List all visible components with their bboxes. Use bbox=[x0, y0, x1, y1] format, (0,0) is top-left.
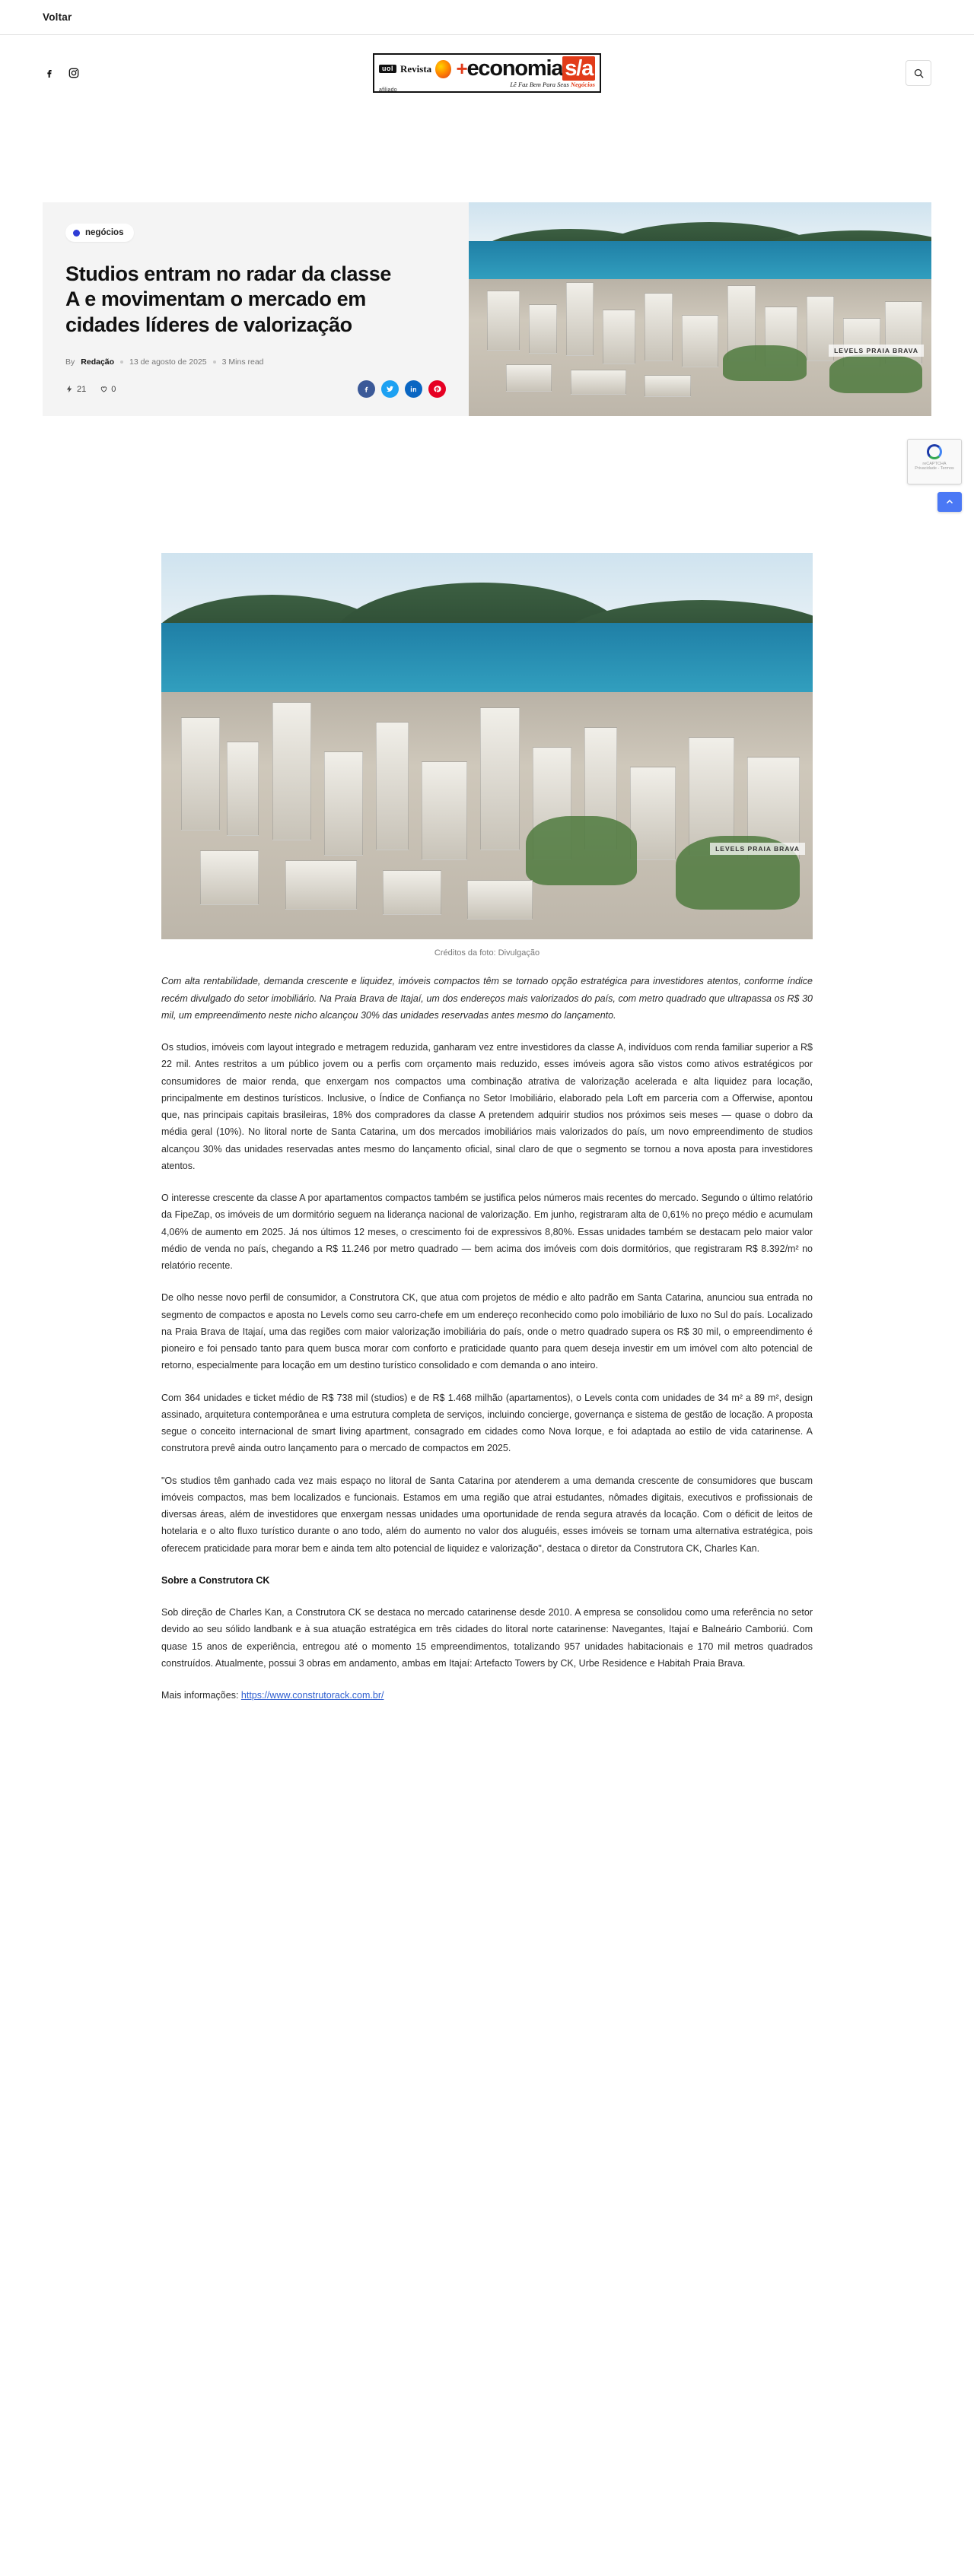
image-watermark: LEVELS PRAIA BRAVA bbox=[829, 345, 924, 357]
by-label: By bbox=[65, 357, 75, 367]
category-dot-icon bbox=[73, 230, 80, 237]
bolt-icon bbox=[65, 385, 74, 393]
twitter-icon bbox=[386, 385, 394, 393]
hero-card bbox=[43, 202, 931, 416]
uol-badge: uol bbox=[379, 65, 396, 73]
logo-word: economia bbox=[466, 56, 563, 81]
article-paragraph: "Os studios têm ganhado cada vez mais espaço no litoral de Santa Catarina por atenderem a uma demanda crescente de consumidores que buscam imóveis compactos, mas bem localizados e funcionais. Estamos em uma região que atrai estudantes, nômades digitais, executivos e profissionais de diversas áreas, além de investidores que enxergam nessas unidades uma oportunidade de renda segura através da locação. Com o déficit de leitos de hotelaria e o alto fluxo turístico durante o ano todo, além do aumento no valor dos aluguéis, esses imóveis se tornam uma alternativa estratégica, pois oferecem praticidade para morar bem e ainda tem alto potencial de liquidez e valorização", destaca o diretor da Construtora CK, Charles Kan. bbox=[161, 1475, 813, 1554]
back-to-top-button[interactable] bbox=[937, 492, 962, 512]
share-linkedin-button[interactable] bbox=[405, 380, 422, 398]
logo-affiliate-text: afiliado bbox=[379, 87, 397, 93]
back-link[interactable]: Voltar bbox=[43, 11, 72, 23]
views-count: 21 bbox=[77, 384, 87, 394]
article-image bbox=[161, 553, 813, 939]
top-bar bbox=[0, 0, 974, 35]
search-icon bbox=[913, 68, 925, 79]
site-logo[interactable] bbox=[373, 53, 601, 93]
article-figure bbox=[161, 553, 813, 958]
more-info-link[interactable]: https://www.construtorack.com.br/ bbox=[240, 1690, 384, 1701]
logo-sa: s/a bbox=[562, 56, 595, 81]
article-meta bbox=[65, 338, 446, 367]
logo-tagline-highlight: Negócios bbox=[570, 81, 595, 88]
logo-revista-text: Revista bbox=[400, 62, 432, 75]
hero-text-column bbox=[43, 202, 469, 416]
search-button[interactable] bbox=[906, 60, 931, 86]
article-paragraph: Com 364 unidades e ticket médio de R$ 738 mil (studios) e de R$ 1.468 milhão (apartamentos), o Levels conta com unidades de 34 m² a 89 m², design assinado, arquitetura contemporânea e uma estrutura completa de serviços, incluindo concierge, governança e sistema de gestão de locação. A proposta segue o conceito internacional de smart living apartment, consagrado em cidades como Nova Iorque, e foi adaptada ao estilo de vida catarinense. A construtora prevê ainda outro lançamento para o mercado de compactos em 2025. bbox=[161, 1392, 813, 1454]
chevron-up-icon bbox=[945, 497, 954, 507]
recaptcha-legal: Privacidade - Termos bbox=[915, 466, 954, 472]
read-time: 3 Mins read bbox=[221, 357, 264, 367]
image-caption: Créditos da foto: Divulgação bbox=[434, 948, 540, 958]
linkedin-icon bbox=[409, 385, 418, 393]
meta-separator-icon bbox=[213, 361, 216, 364]
share-pinterest-button[interactable] bbox=[428, 380, 446, 398]
recaptcha-icon bbox=[927, 444, 942, 459]
hero-section bbox=[0, 111, 974, 416]
article-paragraph: O interesse crescente da classe A por apartamentos compactos também se justifica pelos números mais recentes do mercado. Segundo o último relatório da FipeZap, os imóveis de um dormitório seguem na liderança nacional de valorização. Em junho, registraram alta de 0,61% no preço médio e acumulam 4,06% de aumento em 2025. Já nos últimos 12 meses, o crescimento foi de expressivos 8,80%. Essas unidades também se destacam pelo maior valor médio de venda no país, chegando a R$ 11.246 por metro quadrado — bem acima dos imóveis com dois dormitórios, que registraram R$ 8.392/m² no relatório recente. bbox=[161, 1193, 813, 1272]
likes-count: 0 bbox=[111, 384, 116, 394]
facebook-icon[interactable] bbox=[43, 66, 56, 80]
hero-actions bbox=[65, 380, 446, 398]
author-name[interactable]: Redação bbox=[81, 357, 115, 367]
meta-separator-icon bbox=[120, 361, 123, 364]
image-city bbox=[161, 692, 813, 939]
category-badge[interactable] bbox=[65, 224, 134, 242]
logo-tagline-text: Lẽ Faz Bem Para Seus bbox=[510, 81, 569, 88]
share-facebook-button[interactable] bbox=[358, 380, 375, 398]
social-links bbox=[43, 66, 81, 80]
article-body bbox=[161, 553, 813, 1749]
share-buttons bbox=[358, 380, 446, 398]
publish-date: 13 de agosto de 2025 bbox=[129, 357, 207, 367]
recaptcha-label: reCAPTCHA bbox=[922, 462, 947, 467]
page-title: Studios entram no radar da classe A e movimentam o mercado em cidades líderes de valorização bbox=[65, 262, 391, 336]
facebook-icon bbox=[362, 385, 371, 393]
article-paragraph: De olho nesse novo perfil de consumidor, a Construtora CK, que atua com projetos de médio e alto padrão em Santa Catarina, anunciou sua entrada no segmento de compactos e aposta no Levels como seu carro-chefe em um endereço reconhecido como polo imobiliário de luxo no Sul do país. Localizado na Praia Brava de Itajaí, uma das regiões com maior valorização imobiliária do país, onde o metro quadrado supera os R$ 30 mil, o empreendimento é pioneiro e foi pensado tanto para quem busca morar com conforto e praticidade quanto para quem deseja investir em um imóvel com alto potencial de retorno, especialmente para locação em um destino turístico consolidado e com demanda o ano inteiro. bbox=[161, 1292, 813, 1371]
more-info-line bbox=[161, 1687, 813, 1704]
share-twitter-button[interactable] bbox=[381, 380, 399, 398]
article-lede: Com alta rentabilidade, demanda crescente e liquidez, imóveis compactos têm se tornado opção estratégica para investidores atentos, conforme índice recém divulgado do setor imobiliário. Na Praia Brava de Itajaí, um dos endereços mais valorizados do país, com metro quadrado que ultrapassa os R$ 30 mil, um empreendimento neste nicho alcançou 30% das unidades reservadas antes mesmo do lançamento. bbox=[161, 976, 813, 1021]
views-stat bbox=[65, 385, 86, 394]
likes-stat[interactable] bbox=[100, 385, 116, 394]
recaptcha-badge[interactable] bbox=[907, 439, 962, 484]
logo-tagline bbox=[397, 81, 595, 88]
hero-image bbox=[469, 202, 931, 416]
article-paragraph: Os studios, imóveis com layout integrado e metragem reduzida, ganharam vez entre investidores da classe A, indivíduos com renda familiar superior a R$ 22 mil. Antes restritos a um público jovem ou a perfis com orçamento mais reduzido, esses imóveis agora são vistos como ativos estratégicos por consumidores de maior renda, que enxergam nos compactos uma combinação atrativa de valorização acelerada e alta liquidez para locação, principalmente em destinos turísticos. Inclusive, o Índice de Confiança no Setor Imobiliário, elaborado pela Loft em parceria com a Offerwise, apontou que, nas principais capitais brasileiras, 18% dos compradores da classe A pretendem adquirir studios nos próximos seis meses — quase o dobro da média geral (10%). No litoral norte de Santa Catarina, um dos mercados imobiliários mais valorizados do país, um novo empreendimento de studios alcançou 30% das unidades reservadas antes mesmo do lançamento oficial, sinal claro de que o segmento se tornou a nova aposta para investidores atentos. bbox=[161, 1042, 813, 1171]
image-watermark: LEVELS PRAIA BRAVA bbox=[710, 843, 805, 855]
pinterest-icon bbox=[433, 385, 441, 393]
instagram-icon[interactable] bbox=[67, 66, 81, 80]
logo-plus: + bbox=[456, 57, 467, 80]
more-info-label: Mais informações: bbox=[161, 1690, 241, 1701]
logo-wordmark bbox=[457, 58, 595, 80]
floating-widgets-area bbox=[0, 416, 974, 553]
heart-icon bbox=[100, 385, 108, 393]
article-about-paragraph: Sob direção de Charles Kan, a Construtora CK se destaca no mercado catarinense desde 2010. A empresa se consolidou como uma referência no setor devido ao seu sólido landbank e à sua atuação estratégica em três cidades do litoral norte catarinense: Navegantes, Itajaí e Balneário Camboriú. Com quase 15 anos de experiência, entregou até o momento 15 empreendimentos, totalizando 957 unidades habitacionais e 170 mil metros quadrados construídos. Atualmente, possui 3 obras em andamento, ambas em Itajaí: Artefacto Towers by CK, Urbe Residence e Habitah Praia Brava. bbox=[161, 1607, 813, 1669]
site-header bbox=[0, 35, 974, 111]
category-label: negócios bbox=[85, 228, 124, 237]
logo-sun-icon bbox=[435, 60, 450, 78]
article-subheading: Sobre a Construtora CK bbox=[161, 1574, 270, 1586]
